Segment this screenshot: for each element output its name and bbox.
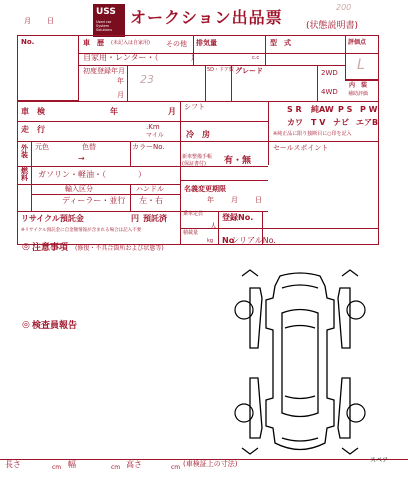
title-note: (状態説明書)	[306, 21, 359, 31]
first-reg-label: 初度登録年月	[83, 67, 125, 75]
interior-label: 内 装	[349, 82, 368, 89]
displacement-label: 排気量	[196, 39, 217, 47]
mileage-mile: マイル	[146, 132, 164, 139]
date-month-label: 月	[24, 17, 31, 25]
color-arrow: →	[78, 154, 85, 163]
lr-value: 左・右	[139, 196, 163, 205]
uss-logo: USS Used car System Solutions	[93, 4, 125, 37]
year-handwritten: 23	[140, 73, 154, 86]
length-unit: cm	[52, 464, 62, 471]
equip-airbag: エアB	[356, 118, 379, 127]
drive-4wd: 4WD	[321, 88, 338, 96]
width-unit: cm	[111, 464, 121, 471]
inspection-year: 年	[110, 107, 118, 116]
height-unit: cm	[171, 464, 181, 471]
name-change-year: 年	[207, 196, 214, 204]
attention-note: (修復・不具合箇所および状態等)	[75, 245, 164, 252]
equip-tv: T V	[311, 118, 326, 127]
equip-pw: P W	[360, 105, 378, 114]
handle-label: ハンドル	[136, 185, 164, 193]
page-title: オークション出品票	[130, 8, 283, 27]
displacement-unit: c.c	[252, 55, 260, 61]
inspector-bullet-icon: ◎	[22, 320, 30, 330]
recycle-note: ※リサイクル預託金に自金額情報が含まれる場合は記入不要	[21, 228, 142, 233]
serial-label-visible: シリアルNo.	[231, 236, 276, 245]
length-label: 長さ	[5, 460, 21, 469]
attention-bullet-icon: ◎	[22, 242, 30, 252]
name-change-month: 月	[231, 196, 238, 204]
history-label: 車 歴	[83, 39, 104, 47]
inspection-month: 月	[168, 107, 176, 116]
equip-leather: カワ	[287, 118, 303, 127]
score-label: 評価点	[348, 39, 367, 46]
inspection-label: 車 検	[21, 107, 45, 116]
capacity-unit: 人	[210, 222, 217, 230]
import-value: ディーラー・並行	[62, 196, 126, 205]
color-label: 元色	[35, 143, 49, 151]
equip-ps: P S	[338, 105, 353, 114]
manual-label: 新車整備手帳 (保証書付)	[182, 154, 213, 167]
load-unit: kg	[207, 238, 214, 244]
grade-label: グレード	[235, 67, 263, 75]
fuel-value: ガソリン・軽油・（ ）	[38, 170, 146, 179]
shift-label: シフト	[184, 103, 205, 111]
serial-no-label: No	[222, 236, 235, 245]
manual-value: 有・無	[224, 156, 252, 166]
history-options: 自家用・レンター・（ ）	[83, 53, 199, 62]
sales-point-label: セールスポイント	[273, 144, 329, 152]
car-diagram	[230, 268, 370, 458]
attention-label: 注意事項	[32, 243, 69, 253]
history-other: その他	[166, 40, 187, 48]
fuel-label: 燃 料	[21, 167, 28, 182]
interior-sub: 補助評価	[348, 91, 369, 97]
first-reg-month: 月	[117, 91, 124, 99]
score-handwritten: L	[357, 57, 365, 73]
doors-label: 5D・ドア数	[207, 67, 234, 73]
recycle-status: 預託済	[143, 214, 167, 223]
inspector-label: 検査員報告	[32, 321, 78, 331]
width-label: 幅	[68, 460, 76, 469]
drive-2wd: 2WD	[321, 69, 338, 77]
equip-note: ※純正品に限り独断目に○印を記入	[273, 131, 352, 137]
import-label: 輸入区分	[65, 185, 93, 193]
mileage-label: 走 行	[21, 125, 45, 134]
vehicle-note: (車検証上の寸法)	[183, 460, 238, 468]
no-label: No.	[21, 38, 35, 46]
load-label: 積載量	[183, 230, 199, 236]
history-note: (未記入は自家用)	[111, 40, 150, 46]
height-label: 高さ	[126, 460, 142, 469]
name-change-label: 名義変更期限	[184, 185, 226, 193]
first-reg-year: 年	[117, 77, 124, 85]
page-code: 200	[336, 3, 352, 12]
model-label: 型 式	[270, 39, 291, 47]
name-change-day: 日	[255, 196, 262, 204]
equip-sr1: S R	[287, 105, 302, 114]
equip-navi: ナビ	[333, 118, 349, 127]
paint-label: 色替	[82, 143, 96, 151]
mileage-km: .Km	[146, 123, 160, 131]
date-day-label: 日	[47, 17, 54, 25]
capacity-label: 乗車定員	[183, 211, 204, 217]
exterior-label: 外 装	[21, 144, 28, 159]
recycle-yen: 円	[131, 214, 139, 223]
recycle-label: リサイクル預託金	[21, 214, 84, 223]
spare-label: スペア	[370, 457, 389, 464]
reg-no-label: 登録No.	[222, 213, 254, 222]
equip-aw: 純AW	[311, 105, 334, 114]
ac-label: 冷 房	[186, 130, 210, 139]
color-no-label: カラーNo.	[132, 143, 165, 151]
